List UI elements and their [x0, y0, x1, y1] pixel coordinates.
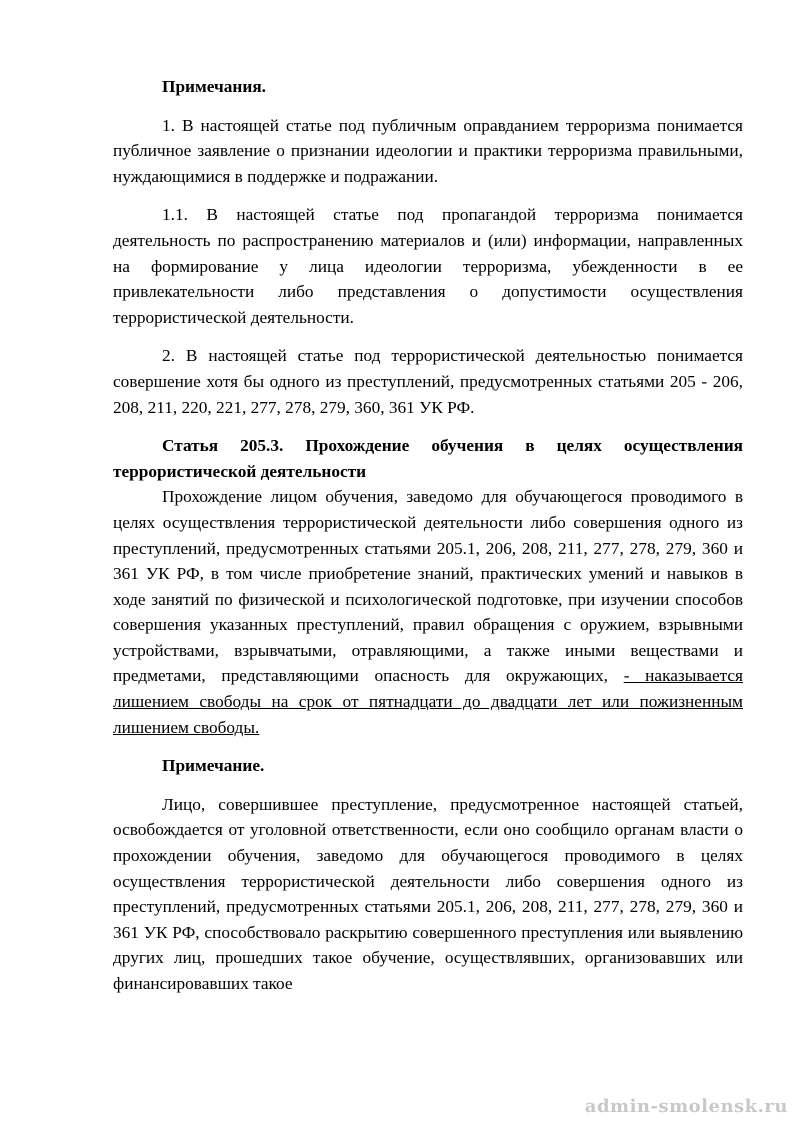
article-title: Статья 205.3. Прохождение обучения в целях осуществления террористической деятельности — [113, 436, 743, 481]
note-1-1: 1.1. В настоящей статье под пропагандой терроризма понимается деятельность по распространению материалов и (или) информации, направленных на формирование у лица идеологии терроризма, убежденности в ее привлекательности либо представления о допустимости осуществления террористической деятельности. — [113, 205, 743, 327]
note-2: 2. В настоящей статье под террористической деятельностью понимается совершение хотя бы одного из преступлений, предусмотренных статьями 205 - 206, 208, 211, 220, 221, 277, 278, 279, 360, 361 УК РФ. — [113, 346, 743, 417]
note-heading: Примечание. — [162, 756, 265, 776]
article-body — [113, 484, 743, 740]
note-1: 1. В настоящей статье под публичным оправданием терроризма понимается публичное заявление о признании идеологии и практики терроризма правильными, нуждающимися в поддержке и подражании. — [113, 115, 743, 186]
watermark: admin-smolensk.ru — [584, 1096, 788, 1118]
notes-heading: Примечания. — [162, 77, 266, 96]
note-body: Лицо, совершившее преступление, предусмотренное настоящей статьей, освобождается от уголовной ответственности, если оно сообщило органам власти о прохождении обучения, заведомо для обучающегося проводимого в целях осуществления террористической деятельности либо совершения одного из преступлений, предусмотренных статьями 205.1, 206, 208, 211, 277, 278, 279, 360 и 361 УК РФ, способствовало раскрытию совершенного преступления или выявлению других лиц, прошедших такое обучение, осуществлявших, организовавших или финансировавших такое — [113, 794, 743, 993]
document-content — [113, 74, 743, 997]
article-body-text: Прохождение лицом обучения, заведомо для обучающегося проводимого в целях осуществления террористической деятельности либо совершения одного из преступлений, предусмотренных статьями 205.1, 206, 208, 211, 277, 278, 279, 360 и 361 УК РФ, в том числе приобретение знаний, практических умений и навыков в ходе занятий по физической и психологической подготовке, при изучении способов совершения указанных преступлений, правил обращения с оружием, взрывными устройствами, взрывчатыми, отравляющими, а также иными веществами и предметами, представляющими опасность для окружающих, — [113, 487, 743, 686]
article-penalty: - наказывается лишением свободы на срок от пятнадцати до двадцати лет или пожизненным лишением свободы. — [113, 666, 743, 737]
